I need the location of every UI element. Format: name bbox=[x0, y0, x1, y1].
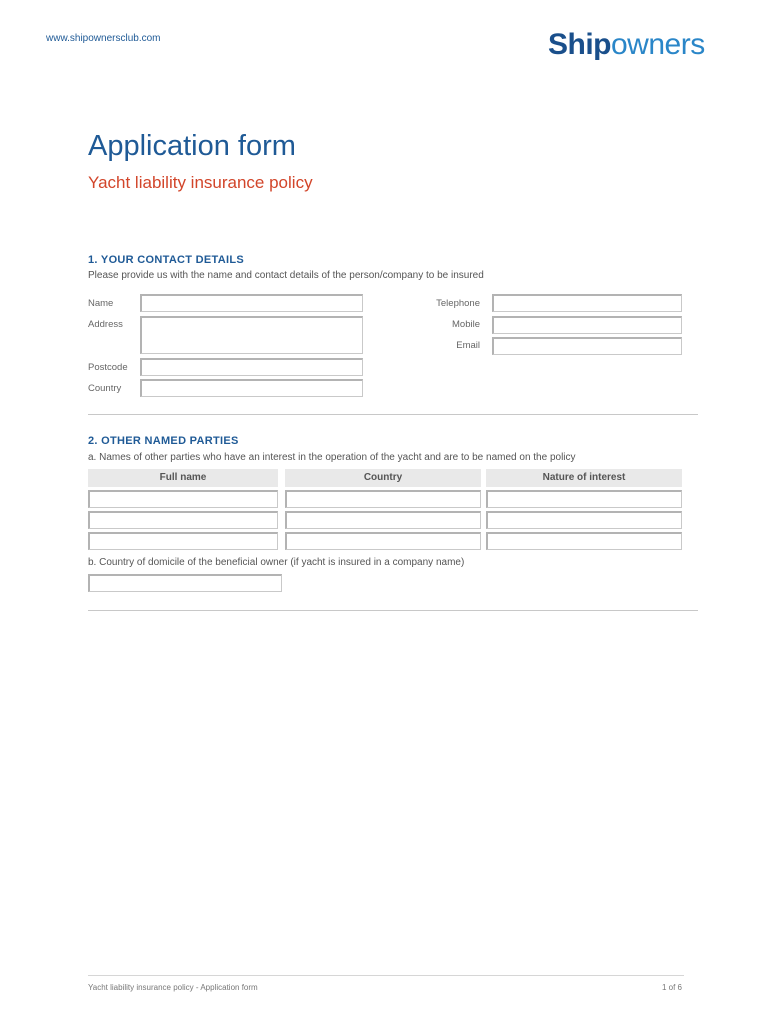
page-subtitle: Yacht liability insurance policy bbox=[88, 173, 313, 192]
page-title: Application form bbox=[88, 130, 296, 162]
footer-page-number: 1 of 6 bbox=[661, 983, 682, 992]
footer-document-title: Yacht liability insurance policy - Application form bbox=[88, 983, 258, 992]
address-field[interactable] bbox=[140, 316, 363, 354]
party-2-country-field[interactable] bbox=[285, 511, 481, 529]
logo-text-bold: Ship bbox=[548, 28, 611, 61]
email-field[interactable] bbox=[492, 337, 682, 355]
section-2-heading: 2. OTHER NAMED PARTIES bbox=[88, 435, 239, 447]
shipowners-logo bbox=[548, 28, 705, 62]
section-2-instruction-b: b. Country of domicile of the beneficial owner (if yacht is insured in a company name) bbox=[88, 557, 465, 568]
footer-divider bbox=[88, 975, 684, 976]
name-label: Name bbox=[88, 298, 114, 309]
country-label: Country bbox=[88, 383, 122, 394]
country-field[interactable] bbox=[140, 379, 363, 397]
website-link[interactable]: www.shipownersclub.com bbox=[46, 33, 161, 44]
column-header-nature-of-interest: Nature of interest bbox=[486, 469, 682, 487]
section-1-instruction: Please provide us with the name and contact details of the person/company to be insured bbox=[88, 270, 484, 281]
party-3-full-name-field[interactable] bbox=[88, 532, 278, 550]
party-2-interest-field[interactable] bbox=[486, 511, 682, 529]
logo-text-light: owners bbox=[611, 28, 705, 61]
column-header-country: Country bbox=[285, 469, 481, 487]
name-field[interactable] bbox=[140, 294, 363, 312]
section-divider bbox=[88, 414, 698, 415]
party-3-country-field[interactable] bbox=[285, 532, 481, 550]
section-2-instruction-a: a. Names of other parties who have an interest in the operation of the yacht and are to be named on the policy bbox=[88, 452, 576, 463]
party-2-full-name-field[interactable] bbox=[88, 511, 278, 529]
party-1-country-field[interactable] bbox=[285, 490, 481, 508]
section-1-heading: 1. YOUR CONTACT DETAILS bbox=[88, 254, 245, 266]
section-divider bbox=[88, 610, 698, 611]
column-header-full-name: Full name bbox=[88, 469, 278, 487]
address-label: Address bbox=[88, 319, 123, 330]
party-1-interest-field[interactable] bbox=[486, 490, 682, 508]
email-label: Email bbox=[456, 340, 480, 351]
mobile-field[interactable] bbox=[492, 316, 682, 334]
postcode-label: Postcode bbox=[88, 362, 128, 373]
mobile-label: Mobile bbox=[452, 319, 480, 330]
beneficial-owner-country-field[interactable] bbox=[88, 574, 282, 592]
postcode-field[interactable] bbox=[140, 358, 363, 376]
party-1-full-name-field[interactable] bbox=[88, 490, 278, 508]
party-3-interest-field[interactable] bbox=[486, 532, 682, 550]
telephone-label: Telephone bbox=[436, 298, 480, 309]
telephone-field[interactable] bbox=[492, 294, 682, 312]
